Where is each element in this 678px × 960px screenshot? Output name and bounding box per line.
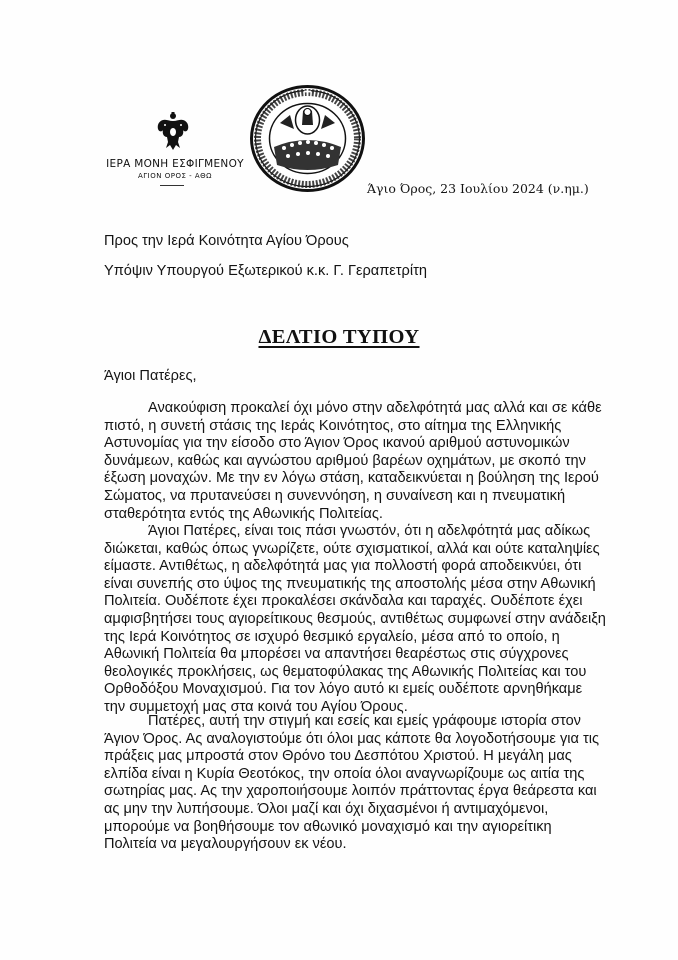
document-title: ΔΕΛΤΙΟ ΤΥΠΟΥ (258, 326, 420, 348)
paragraph-line: Ορθοδόξου Μοναχισμού. Για τον λόγο αυτό κι εμείς ουδέποτε αρνηθήκαμε (104, 681, 583, 698)
paragraph-line: Άγιον Όρος. Ας αναλογιστούμε ότι όλοι μας κάποτε θα λογοδοτήσουμε για τις (104, 730, 600, 747)
paragraph-line: Σώματος, να πρυτανεύσει η συνεννόηση, η συναίνεση και η πνευματική (104, 487, 566, 504)
paragraph-line: αμφισβητήσει τους αγιορείτικους θεσμούς, αντιθέτως συμφωνεί στην ανάδειξη (104, 610, 606, 627)
paragraph-2 (104, 523, 606, 717)
paragraph-line: είναι συνεπής στο ύψος της πνευματικής της αποστολής μέσα στην Αθωνική (104, 575, 596, 592)
paragraph-line: Άγιοι Πατέρες, είναι τοις πάσι γνωστόν, ότι η αδελφότητά μας αδίκως (148, 523, 591, 539)
paragraph-line: πιστό, η συνετή στάσις της Ιεράς Κοινότητος, στο αίτημα της Ελληνικής (104, 417, 562, 434)
paragraph-line: διώκεται, καθώς όπως γνωρίζετε, ούτε σχισματικοί, αλλά και ούτε καταληψίες (104, 540, 600, 557)
paragraph-line: σωτηρίας μας. Ας την χαροποιήσουμε λοιπόν πράττοντας έργα θεάρεστα και (104, 783, 597, 800)
monastery-seal-icon (250, 85, 365, 192)
date-line: Άγιο Όρος, 23 Ιουλίου 2024 (ν.ημ.) (367, 181, 589, 196)
paragraph-line: Πολιτεία να μεγαλουργήσουν εκ νέου. (104, 836, 347, 853)
paragraph-line: Αθωνική Πολιτεία θα μπορέσει να απαντήσει θεαρέστως στις σύγχρονες (104, 646, 569, 663)
paragraph-line: δυνάμεων, καθώς και αγνώστου αριθμού βαρέων οχημάτων, με σκοπό την (104, 452, 586, 469)
paragraph-line: ελπίδα είναι η Κυρία Θεοτόκος, την οποία όλοι αναγνωρίζουμε ως αιτία της (104, 765, 585, 782)
paragraph-line: την συμμετοχή μας στα κοινά του Αγίου Όρους. (104, 698, 408, 715)
salutation: Άγιοι Πατέρες, (104, 368, 197, 384)
paragraph-line: θεολογικές προκλήσεις, ως θεματοφύλακας της Αθωνικής Πολιτείας και του (104, 663, 587, 680)
attention-line: Υπόψιν Υπουργού Εξωτερικού κ.κ. Γ. Γεραπετρίτη (104, 263, 427, 279)
monastery-name: ΙΕΡΑ ΜΟΝΗ ΕΣΦΙΓΜΕΝΟΥ (106, 158, 244, 170)
paragraph-1 (104, 400, 602, 523)
paragraph-line: Ανακούφιση προκαλεί όχι μόνο στην αδελφότητά μας αλλά και σε κάθε (148, 400, 602, 416)
paragraph-line: Πολιτεία. Ουδέποτε έχει προκαλέσει σκάνδαλα και ταραχές. Ουδέποτε έχει (104, 593, 583, 610)
double-headed-eagle-icon (156, 112, 190, 152)
paragraph-line: ας μην την λυπήσουμε. Όλοι μαζί και όχι διχασμένοι ή αντιμαχόμενοι, (104, 800, 549, 817)
paragraph-line: Αστυνομίας για την είσοδο στο Άγιον Όρος ικανού αριθμού αστυνομικών (104, 435, 570, 452)
paragraph-line: έξωση μοναχών. Με την εν λόγω στάση, καταδεικνύεται η βούληση της Ιερού (104, 470, 599, 487)
paragraph-3 (104, 713, 600, 854)
monastery-place: ΑΓΙΟΝ ΟΡΟΣ - ΑΘΩ (137, 172, 212, 180)
paragraph-line: πράξεις μας μπροστά στον Θρόνο του Δεσπότου Χριστού. Η μεγάλη μας (104, 748, 572, 765)
paragraph-line: σταθερότητα εντός της Αθωνικής Πολιτείας. (104, 505, 383, 522)
paragraph-line: Πατέρες, αυτή την στιγμή και εσείς και εμείς γράφουμε ιστορία στον (148, 713, 581, 729)
emblem-divider (160, 185, 184, 186)
paragraph-line: μπορούμε να βοηθήσουμε τον αθωνικό μοναχισμό και την αγιορείτικη (104, 818, 552, 835)
recipient-line: Προς την Ιερά Κοινότητα Αγίου Όρους (104, 233, 349, 249)
paragraph-line: της Ιερά Κοινότητος σε ισχυρό θεσμικό εργαλείο, μέσα από το οποίο, η (104, 628, 560, 645)
paragraph-line: είμαστε. Αντιθέτως, η αδελφότητά μας για πολλοστή φορά αποδεικνύει, ότι (104, 558, 582, 575)
